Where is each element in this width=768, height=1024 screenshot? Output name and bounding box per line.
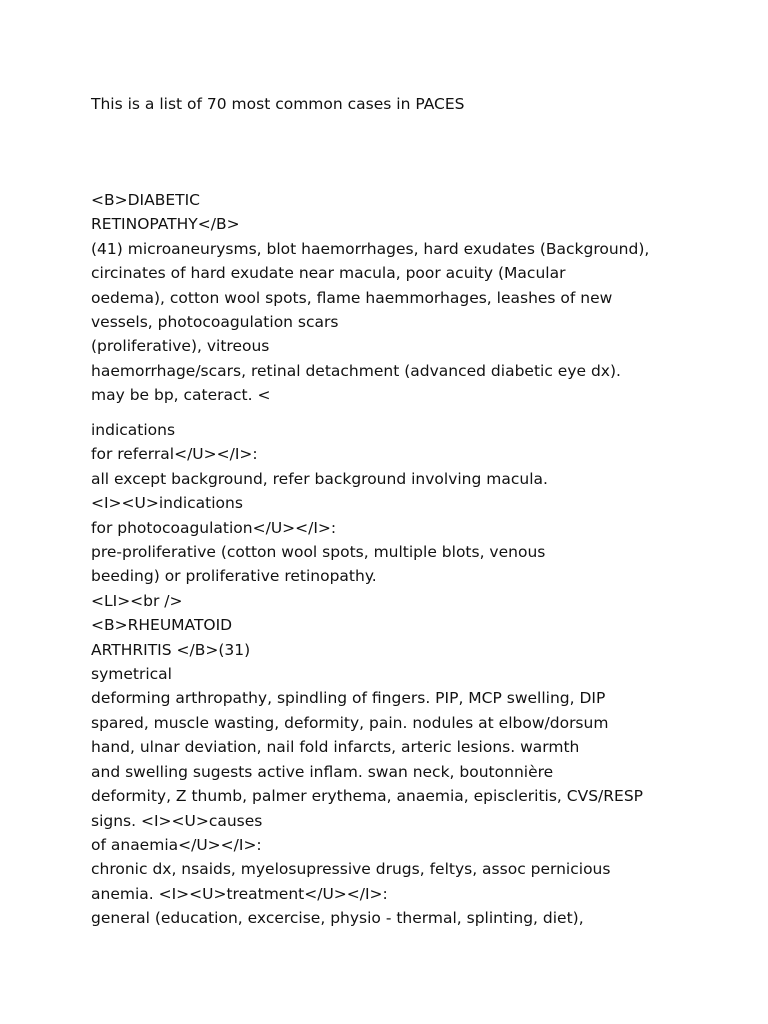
text-line: hand, ulnar deviation, nail fold infarcts, arteric lesions. warmth xyxy=(91,738,580,757)
text-line: anemia. <I><U>treatment</U></I>: xyxy=(91,884,388,903)
text-line: chronic dx, nsaids, myelosupressive drugs, feltys, assoc pernicious xyxy=(91,860,611,879)
text-line: <B>DIABETIC xyxy=(91,191,201,209)
text-line: <LI><br /> xyxy=(91,591,183,610)
text-line: ARTHRITIS </B>(31) xyxy=(91,640,251,659)
referral-and-rheumatoid-section xyxy=(91,418,643,931)
text-line: spared, muscle wasting, deformity, pain. nodules at elbow/dorsum xyxy=(91,713,609,732)
text-line: of anaemia</U></I>: xyxy=(91,835,262,854)
text-line: beeding) or proliferative retinopathy. xyxy=(91,567,377,586)
diabetic-retinopathy-section xyxy=(91,188,649,408)
text-line: general (education, excercise, physio - thermal, splinting, diet), xyxy=(91,909,584,928)
text-line: circinates of hard exudate near macula, poor acuity (Macular xyxy=(91,264,566,283)
text-line: deforming arthropathy, spindling of fingers. PIP, MCP swelling, DIP xyxy=(91,689,606,708)
text-line: oedema), cotton wool spots, flame haemmorhages, leashes of new xyxy=(91,288,613,307)
text-line: all except background, refer background involving macula. xyxy=(91,469,548,488)
text-line: haemorrhage/scars, retinal detachment (advanced diabetic eye dx). xyxy=(91,361,621,380)
text-line: (41) microaneurysms, blot haemorrhages, hard exudates (Background), xyxy=(91,239,650,258)
text-line: may be bp, cateract. < xyxy=(91,386,271,405)
text-line: for referral</U></I>: xyxy=(91,445,258,464)
text-line: deformity, Z thumb, palmer erythema, anaemia, episcleritis, CVS/RESP xyxy=(91,787,643,806)
text-line: RETINOPATHY</B> xyxy=(91,215,240,234)
intro-line: This is a list of 70 most common cases in PACES xyxy=(91,95,465,113)
text-line: (proliferative), vitreous xyxy=(91,337,270,356)
text-line: <I><U>indications xyxy=(91,494,243,513)
text-line: for photocoagulation</U></I>: xyxy=(91,518,337,537)
text-line: indications xyxy=(91,421,176,439)
text-line: vessels, photocoagulation scars xyxy=(91,313,339,332)
text-line: and swelling sugests active inflam. swan neck, boutonnière xyxy=(91,762,554,781)
text-line: <B>RHEUMATOID xyxy=(91,616,233,635)
text-line: symetrical xyxy=(91,665,172,684)
text-line: signs. <I><U>causes xyxy=(91,811,263,830)
text-line: pre-proliferative (cotton wool spots, multiple blots, venous xyxy=(91,543,546,562)
